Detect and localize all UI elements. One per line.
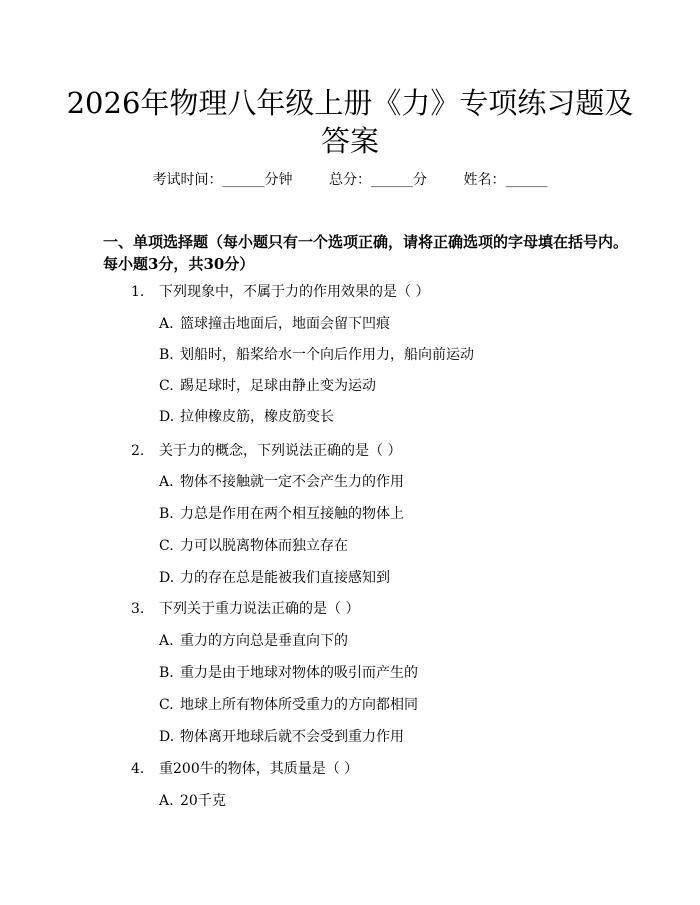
- exam-info-row: [0, 170, 700, 190]
- question-text: 下列关于重力说法正确的是（ ）: [159, 601, 360, 617]
- option-text: 地球上所有物体所受重力的方向都相同: [180, 697, 418, 713]
- option-1c: [159, 376, 376, 396]
- question-4: [131, 759, 358, 779]
- document-title: 2026年物理八年级上册《力》专项练习题及答案: [66, 86, 634, 158]
- option-letter: D.: [159, 570, 175, 586]
- option-letter: B.: [159, 665, 174, 681]
- option-3c: [159, 695, 418, 715]
- option-3a: [159, 631, 348, 651]
- option-text: 拉伸橡皮筋，橡皮筋变长: [180, 409, 334, 425]
- option-letter: C.: [159, 378, 174, 394]
- total-score-field: 总分：______分: [329, 172, 427, 188]
- option-letter: D.: [159, 409, 175, 425]
- question-text: 下列现象中，不属于力的作用效果的是（ ）: [159, 284, 430, 300]
- option-letter: B.: [159, 506, 174, 522]
- option-letter: B.: [159, 347, 174, 363]
- option-2c: [159, 536, 348, 556]
- option-text: 划船时，船桨给水一个向后作用力，船向前运动: [180, 347, 474, 363]
- option-3d: [159, 727, 404, 747]
- question-text: 重200牛的物体，其质量是（ ）: [159, 761, 359, 777]
- question-number: 1.: [131, 284, 145, 300]
- question-2: [131, 441, 401, 461]
- section-heading: 一、单项选择题（每小题只有一个选项正确，请将正确选项的字母填在括号内。每小题3分，共30分）: [103, 233, 629, 273]
- option-text: 20千克: [180, 793, 226, 809]
- question-number: 4.: [131, 761, 145, 777]
- option-1d: [159, 407, 334, 427]
- question-number: 2.: [131, 443, 145, 459]
- option-text: 重力的方向总是垂直向下的: [180, 633, 348, 649]
- option-text: 踢足球时，足球由静止变为运动: [180, 378, 376, 394]
- option-text: 力可以脱离物体而独立存在: [180, 538, 348, 554]
- option-letter: D.: [159, 729, 175, 745]
- exam-time-field: 考试时间：______分钟: [152, 172, 293, 188]
- question-number: 3.: [131, 601, 145, 617]
- option-letter: A.: [159, 474, 174, 490]
- option-text: 物体离开地球后就不会受到重力作用: [180, 729, 404, 745]
- option-2b: [159, 504, 404, 524]
- option-text: 力的存在总是能被我们直接感知到: [180, 570, 390, 586]
- question-text: 关于力的概念，下列说法正确的是（ ）: [159, 443, 402, 459]
- option-text: 篮球撞击地面后，地面会留下凹痕: [180, 316, 390, 332]
- option-letter: C.: [159, 538, 174, 554]
- option-1b: [159, 345, 474, 365]
- option-2d: [159, 568, 390, 588]
- option-2a: [159, 472, 404, 492]
- option-letter: A.: [159, 316, 174, 332]
- option-1a: [159, 314, 390, 334]
- question-3: [131, 599, 359, 619]
- option-text: 物体不接触就一定不会产生力的作用: [180, 474, 404, 490]
- option-letter: A.: [159, 793, 174, 809]
- option-4a: [159, 791, 226, 811]
- option-letter: A.: [159, 633, 174, 649]
- option-3b: [159, 663, 418, 683]
- option-letter: C.: [159, 697, 174, 713]
- question-1: [131, 282, 429, 302]
- option-text: 重力是由于地球对物体的吸引而产生的: [180, 665, 418, 681]
- student-name-field: 姓名：______: [463, 172, 548, 188]
- option-text: 力总是作用在两个相互接触的物体上: [180, 506, 404, 522]
